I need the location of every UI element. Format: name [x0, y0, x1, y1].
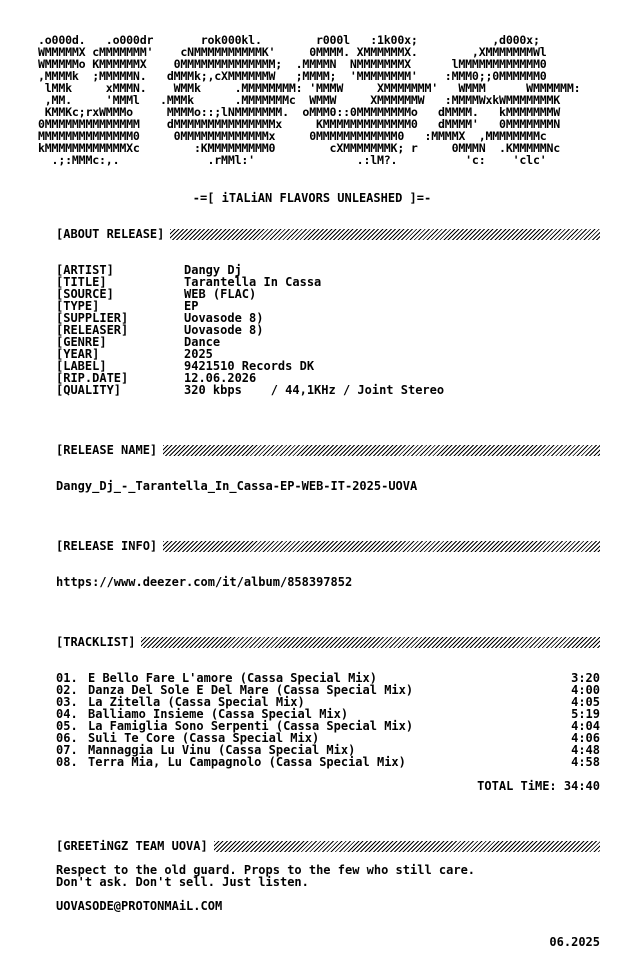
hatch-divider	[141, 637, 600, 648]
about-row-type: [TYPE] EP	[56, 299, 199, 313]
release-name-text: Dangy_Dj_-_Tarantella_In_Cassa-EP-WEB-IT-2025-UOVA	[56, 479, 418, 493]
about-row-quality: [QUALITY] 320 kbps / 44,1KHz / Joint Stereo	[56, 383, 445, 397]
footer-date: 06.2025	[549, 935, 600, 949]
release-info-link: https://www.deezer.com/it/album/858397852	[56, 575, 353, 589]
section-label: [RELEASE NAME]	[56, 443, 158, 457]
about-row-genre: [GENRE] Dance	[56, 335, 221, 349]
hatch-divider	[214, 841, 600, 852]
tagline: -=[ iTALiAN FLAVORS UNLEASHED ]=-	[192, 191, 432, 205]
about-row-releaser: [RELEASER] Uovasode 8)	[56, 323, 264, 337]
about-row-supplier: [SUPPLIER] Uovasode 8)	[56, 311, 264, 325]
about-row-label: [LABEL] 9421510 Records DK	[56, 359, 315, 373]
track-row: 07. Mannaggia Lu Vinu (Cassa Special Mix) 4:48	[56, 743, 600, 757]
hatch-divider	[163, 445, 600, 456]
track-row: 05. La Famiglia Sono Serpenti (Cassa Special Mix) 4:04	[56, 719, 600, 733]
section-header-about	[56, 228, 600, 240]
section-label: [GREETiNGZ TEAM UOVA]	[56, 839, 208, 853]
section-header-release-name	[56, 444, 600, 456]
hatch-divider	[170, 229, 600, 240]
section-header-release-info	[56, 540, 600, 552]
track-row: 06. Suli Te Core (Cassa Special Mix) 4:06	[56, 731, 600, 745]
section-label: [ABOUT RELEASE]	[56, 227, 165, 241]
about-row-rip-date: [RIP.DATE] 12.06.2026	[56, 371, 257, 385]
about-row-artist: [ARTIST] Dangy Dj	[56, 263, 242, 277]
about-release-list	[56, 264, 444, 396]
section-header-tracklist	[56, 636, 600, 648]
about-row-title: [TITLE] Tarantella In Cassa	[56, 275, 322, 289]
hatch-divider	[163, 541, 600, 552]
section-header-greetingz	[56, 840, 600, 852]
about-row-source: [SOURCE] WEB (FLAC)	[56, 287, 257, 301]
tracklist	[56, 672, 600, 768]
track-row: 08. Terra Mia, Lu Campagnolo (Cassa Special Mix) 4:58	[56, 755, 600, 769]
section-label: [RELEASE INFO]	[56, 539, 158, 553]
track-row: 03. La Zitella (Cassa Special Mix) 4:05	[56, 695, 600, 709]
about-row-year: [YEAR] 2025	[56, 347, 213, 361]
greetingz-line-2: Don't ask. Don't sell. Just listen.	[56, 875, 309, 889]
track-row: 01. E Bello Fare L'amore (Cassa Special Mix) 3:20	[56, 671, 600, 685]
track-row: 04. Balliamo Insieme (Cassa Special Mix) 5:19	[56, 707, 600, 721]
greetingz-line-1: Respect to the old guard. Props to the few who still care.	[56, 863, 476, 877]
contact-email: UOVASODE@PROTONMAiL.COM	[56, 899, 223, 913]
section-label: [TRACKLIST]	[56, 635, 136, 649]
total-time: TOTAL TiME: 34:40	[477, 779, 600, 793]
ascii-art-logo: .o000d. .o000dr rok000kl. r000l :1k00x; ,d000x; WMMMMMX cMMMMMMM' cNMMMMMMMMMMK' 0MMMM. XMMMMMMX. ,XMMMMMMMWl WMMMMMo KMMMMMMX 0MMMMMMMMMMMMMM; .MMMMN NMMMMMMMX lMMMMMMMMMMMM0 ,MMMMk ;MMMMMN. dMMMk;,cXMMMMMMW ;MMMM; 'MMMMMMMM' :MMM0;;0MMMMMM0 lMMk xMMMN. WMMk .MMMMMMMM: 'MMMW XMMMMMMM' WMMM WMMMMMM: ,MM. 'MMMl .MMMk .MMMMMMMc WMMW XMMMMMMW :MMMMWxkWMMMMMMMK KMMKc;rxWMMMo MMMMo::;lNMMMMMMM. oMMM0::0MMMMMMMMo dMMMM. kMMMMMMMW 0MMMMMMMMMMMMMM dMMMMMMMMMMMMMMMx KMMMMMMMMMMMMM0 dMMMM' 0MMMMMMMN MMMMMMMMMMMMMM0 0MMMMMMMMMMMMMx 0MMMMMMMMMMMM0 :MMMMX ,MMMMMMMMc kMMMMMMMMMMMMXc :KMMMMMMMMM0 cXMMMMMMMK; r 0MMMN .KMMMMMNc .;:MMMc:,. .rMMl:' .:lM?. 'c: 'clc'	[38, 33, 581, 167]
track-row: 02. Danza Del Sole E Del Mare (Cassa Special Mix) 4:00	[56, 683, 600, 697]
